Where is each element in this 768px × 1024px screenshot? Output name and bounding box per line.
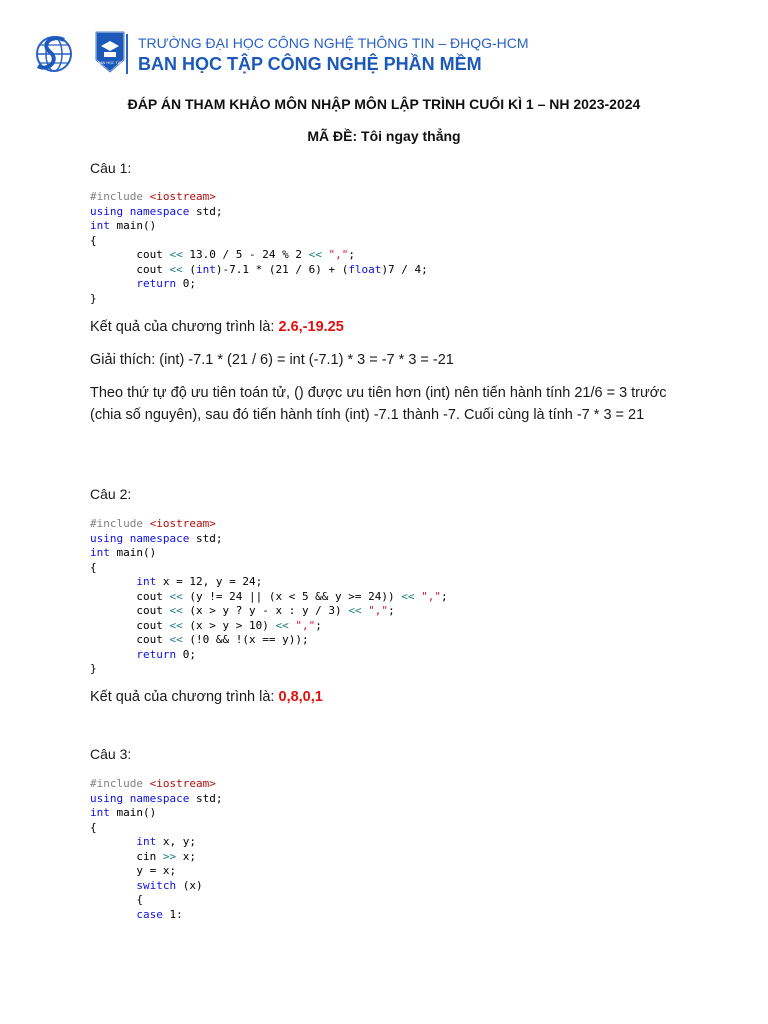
university-name: TRƯỜNG ĐẠI HỌC CÔNG NGHỆ THÔNG TIN – ĐHQG-HCM bbox=[138, 35, 529, 51]
question-1-code: #include <iostream> using namespace std; int main() { cout << 13.0 / 5 - 24 % 2 << ","; cout << (int)-7.1 * (21 / 6) + (float)7 / 4; return 0; } bbox=[90, 190, 428, 305]
question-2-code: #include <iostream> using namespace std; int main() { int x = 12, y = 24; cout << (y != 24 || (x < 5 && y >= 24)) << ","; cout << (x > y ? y - x : y / 3) << ","; cout << (x > y > 10) << ","; cout << (!0 && !(x == y)); return 0; } bbox=[90, 517, 448, 675]
uit-logo-icon bbox=[34, 32, 74, 74]
header-divider bbox=[126, 34, 128, 74]
organization-name: BAN HỌC TẬP CÔNG NGHỆ PHẦN MỀM bbox=[138, 54, 482, 74]
question-2-label: Câu 2: bbox=[90, 486, 132, 502]
question-3-label: Câu 3: bbox=[90, 746, 132, 762]
question-2-result: Kết quả của chương trình là: 0,8,0,1 bbox=[90, 689, 323, 705]
question-1-explanation-detail: Theo thứ tự độ ưu tiên toán tử, () được ưu tiên hơn (int) nên tiến hành tính 21/6 = 3 trước (chia số nguyên), sau đó tiến hành tính (int) -7.1 thành -7. Cuối cùng là tính -7 * 3 = 21 bbox=[90, 385, 667, 423]
question-2-result-value: 0,8,0,1 bbox=[278, 689, 323, 705]
question-1-explanation: Giải thích: (int) -7.1 * (21 / 6) = int (-7.1) * 3 = -7 * 3 = -21 bbox=[90, 352, 454, 368]
question-3-code: #include <iostream> using namespace std; int main() { int x, y; cin >> x; y = x; switch (x) { case 1: bbox=[90, 777, 223, 921]
exam-code: MÃ ĐỀ: Tôi ngay thẳng bbox=[307, 128, 461, 144]
page-header bbox=[34, 30, 734, 80]
question-1-label: Câu 1: bbox=[90, 160, 132, 176]
page-title: ĐÁP ÁN THAM KHẢO MÔN NHẬP MÔN LẬP TRÌNH CUỐI KÌ 1 – NH 2023-2024 bbox=[127, 96, 641, 112]
question-1-result-value: 2.6,-19.25 bbox=[278, 319, 344, 335]
question-1-result: Kết quả của chương trình là: 2.6,-19.25 bbox=[90, 319, 344, 335]
svg-text:BAN HỌC TẬP: BAN HỌC TẬP bbox=[97, 61, 123, 65]
